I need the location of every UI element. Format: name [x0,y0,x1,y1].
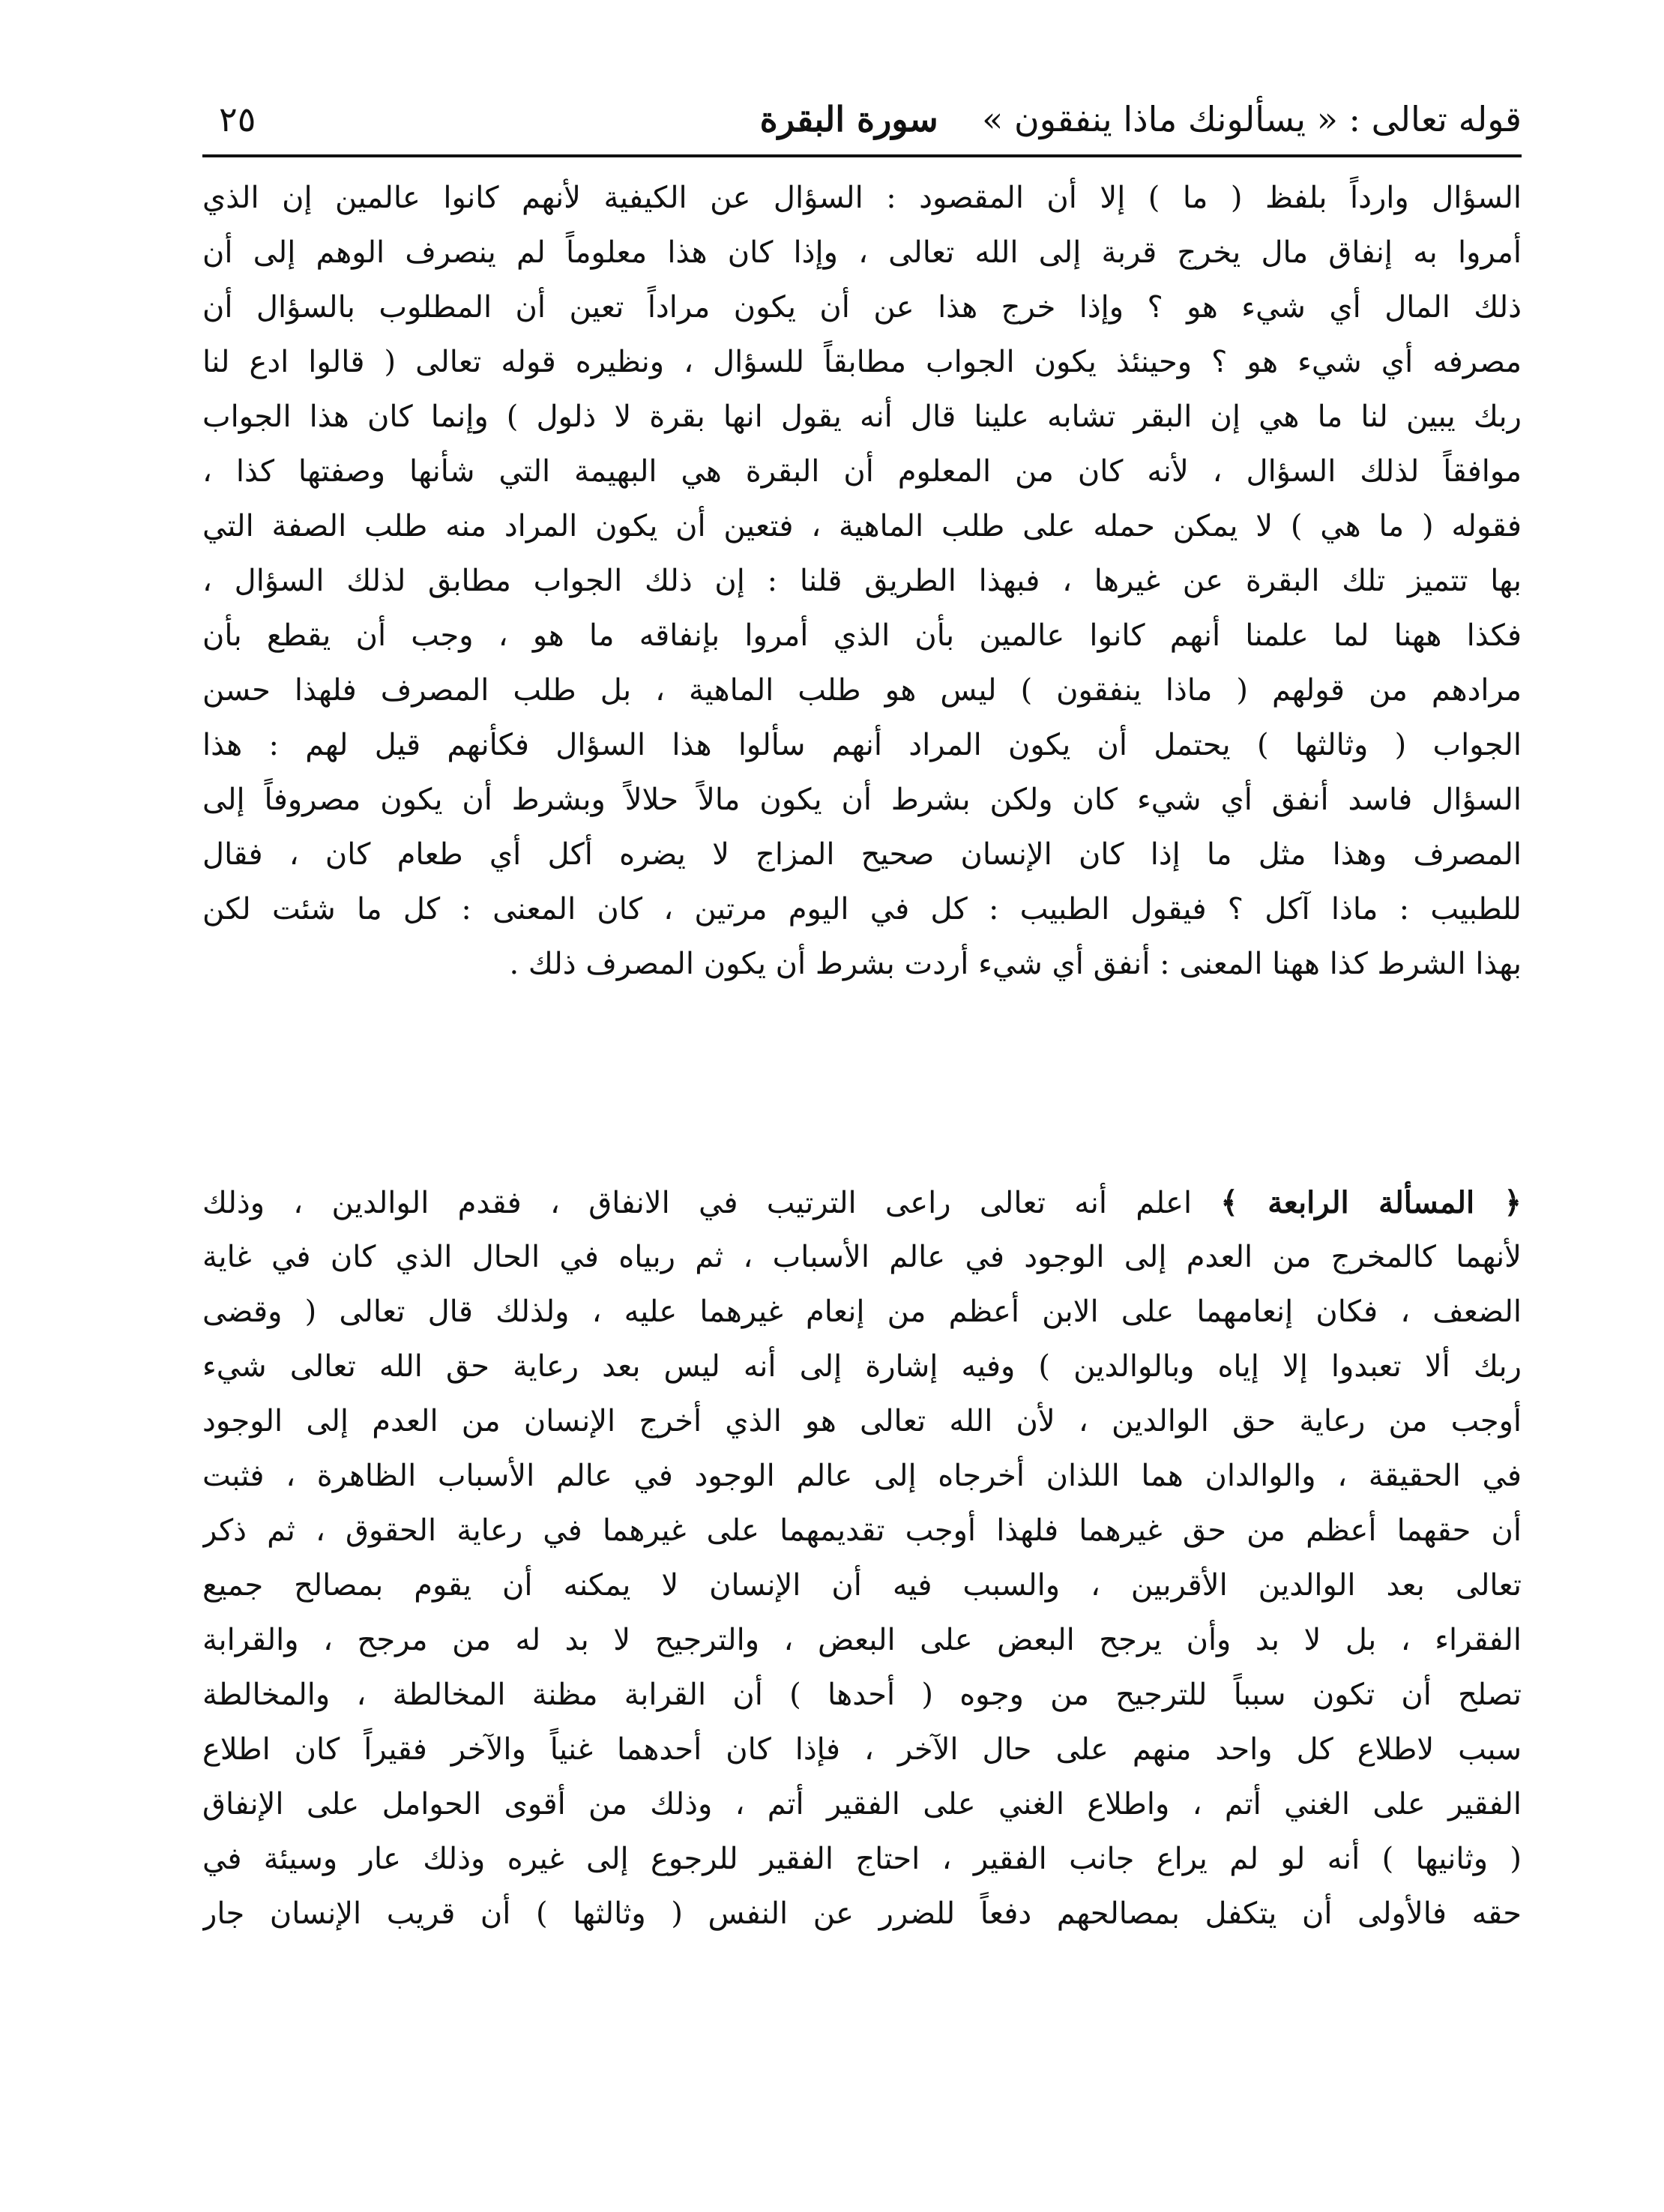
text-line-first [202,1175,1522,1230]
text-line: تعالى بعد الوالدين الأقربين ، والسبب فيه أن الإنسان لا يمكنه أن يقوم بمصالح جميع [202,1568,1522,1603]
header-surah-name: سورة البقرة [759,99,938,139]
text-line: فكذا ههنا لما علمنا أنهم كانوا عالمين بأن الذي أمروا بإنفاقه ما هو ، وجب أن يقطع بأن [202,618,1522,653]
text-line: مرادهم من قولهم ( ماذا ينفقون ) ليس هو طلب الماهية ، بل طلب المصرف فلهذا حسن [202,673,1522,708]
text-line: حقه فالأولى أن يتكفل بمصالحهم دفعاً للضرر عن النفس ( وثالثها ) أن قريب الإنسان جار [202,1896,1522,1931]
text-line: الجواب ( وثالثها ) يحتمل أن يكون المراد أنهم سألوا هذا السؤال فكأنهم قيل لهم : هذا [202,728,1522,762]
text-line: ربك ألا تعبدوا إلا إياه وبالوالدين ) وفيه إشارة إلى أنه ليس بعد رعاية حق الله تعالى شيء [202,1349,1522,1384]
text-line: لأنهما كالمخرج من العدم إلى الوجود في عالم الأسباب ، ثم ربياه في الحال الذي كان في غاية [202,1240,1522,1274]
text-line: أمروا به إنفاق مال يخرج قربة إلى الله تعالى ، وإذا كان هذا معلوماً لم ينصرف الوهم إلى أن [202,235,1522,270]
text-line: مصرفه أي شيء هو ؟ وحينئذ يكون الجواب مطابقاً للسؤال ، ونظيره قوله تعالى ( قالوا ادع لنا [202,345,1522,379]
text-line: الفقير على الغني أتم ، واطلاع الغني على الفقير أتم ، وذلك من أقوى الحوامل على الإنفاق [202,1787,1522,1821]
text-line: ربك يبين لنا ما هي إن البقر تشابه علينا قال أنه يقول انها بقرة لا ذلول ) وإنما كان هذا الجواب [202,400,1522,434]
page-number: ٢٥ [219,99,256,139]
text-line: السؤال وارداً بلفظ ( ما ) إلا أن المقصود : السؤال عن الكيفية لأنهم كانوا عالمين إن الذي [202,181,1522,215]
text-line: الضعف ، فكان إنعامهما على الابن أعظم من إنعام غيرهما عليه ، ولذلك قال تعالى ( وقضى [202,1295,1522,1329]
running-header [202,88,1522,150]
issue-heading: ﴿ المسألة الرابعة ﴾ [1220,1185,1522,1220]
header-divider [202,154,1522,157]
paragraph-2 [202,1175,1522,1941]
text-line: في الحقيقة ، والوالدان هما اللذان أخرجاه إلى عالم الوجود في عالم الأسباب الظاهرة ، فثبت [202,1459,1522,1493]
header-title [760,88,1522,150]
text-line: بهذا الشرط كذا ههنا المعنى : أنفق أي شيء أردت بشرط أن يكون المصرف ذلك . [509,947,1522,981]
paragraph-1 [202,171,1522,992]
text-line: ذلك المال أي شيء هو ؟ وإذا خرج هذا عن أن يكون مراداً تعين أن المطلوب بالسؤال أن [202,290,1522,325]
text-line: فقوله ( ما هي ) لا يمكن حمله على طلب الماهية ، فتعين أن يكون المراد منه طلب الصفة التي [202,509,1522,543]
header-verse-text: قوله تعالى : « يسألونك ماذا ينفقون » [982,99,1522,139]
text-line: ( وثانيها ) أنه لو لم يراع جانب الفقير ، احتاج الفقير للرجوع إلى غيره وذلك عار وسيئة في [202,1842,1522,1876]
text-line: سبب لاطلاع كل واحد منهم على حال الآخر ، فإذا كان أحدهما غنياً والآخر فقيراً كان اطلاع [202,1732,1522,1767]
text-line: تصلح أن تكون سبباً للترجيح من وجوه ( أحدها ) أن القرابة مظنة المخالطة ، والمخالطة [202,1678,1522,1712]
text-line: للطبيب : ماذا آكل ؟ فيقول الطبيب : كل في اليوم مرتين ، كان المعنى : كل ما شئت لكن [202,892,1522,926]
text-line: المصرف وهذا مثل ما إذا كان الإنسان صحيح المزاج لا يضره أكل أي طعام كان ، فقال [202,837,1522,872]
text-line: الفقراء ، بل لا بد وأن يرجح البعض على البعض ، والترجيح لا بد له من مرجح ، والقرابة [202,1623,1522,1657]
issue-heading-rest: اعلم أنه تعالى راعى الترتيب في الانفاق ، فقدم الوالدين ، وذلك [202,1186,1193,1220]
text-line: أوجب من رعاية حق الوالدين ، لأن الله تعالى هو الذي أخرج الإنسان من العدم إلى الوجود [202,1404,1522,1438]
text-line: أن حقهما أعظم من حق غيرهما فلهذا أوجب تقديمهما على غيرهما في رعاية الحقوق ، ثم ذكر [202,1513,1522,1548]
text-line: بها تتميز تلك البقرة عن غيرها ، فبهذا الطريق قلنا : إن ذلك الجواب مطابق لذلك السؤال ، [202,564,1522,598]
text-line: موافقاً لذلك السؤال ، لأنه كان من المعلوم أن البقرة هي البهيمة التي شأنها وصفتها كذا ، [202,454,1522,489]
text-line: السؤال فاسد أنفق أي شيء كان ولكن بشرط أن يكون مالاً حلالاً وبشرط أن يكون مصروفاً إلى [202,783,1522,817]
